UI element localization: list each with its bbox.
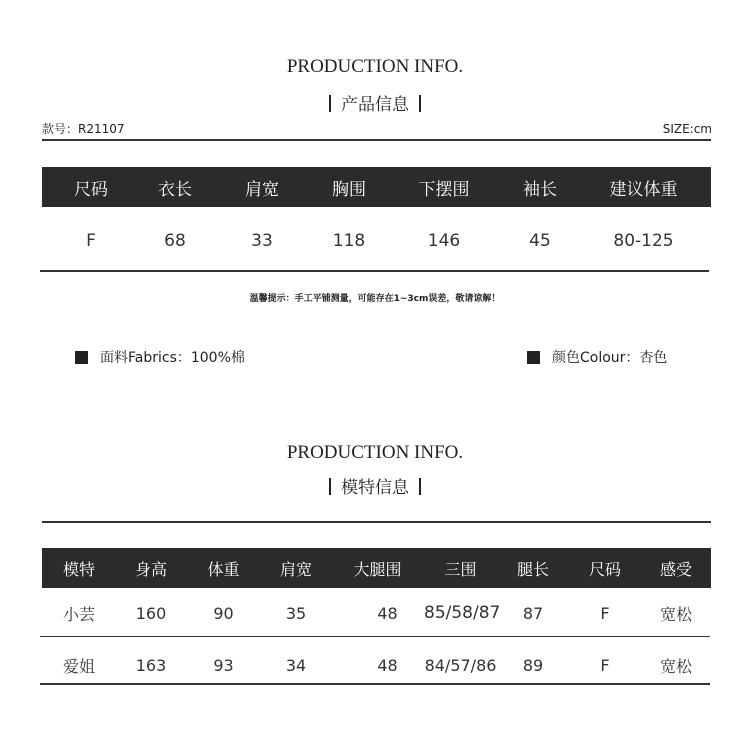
header-shoulder: 肩宽 — [245, 179, 279, 200]
cell-weight: 80-125 — [613, 231, 674, 251]
header-thigh: 大腿围 — [353, 559, 402, 579]
model-table-row — [42, 594, 711, 632]
cell-sleeve: 45 — [529, 231, 551, 251]
cell-leg-length: 87 — [522, 603, 544, 623]
model-cn-title: 模特信息 — [341, 478, 409, 498]
header-leg-length: 腿长 — [516, 559, 549, 579]
header-measurements: 三围 — [444, 559, 477, 579]
product-table-row — [42, 222, 711, 260]
model-table-header — [42, 548, 711, 588]
style-number: 款号：R21107 — [42, 122, 125, 136]
product-bottom-rule — [40, 270, 709, 272]
cell-fit: 宽松 — [659, 604, 692, 624]
cell-measurements: 85/58/87 — [424, 603, 501, 623]
color-text: 颜色Colour：杏色 — [552, 350, 668, 366]
header-weight: 建议体重 — [609, 179, 678, 200]
product-cn-title: 产品信息 — [341, 95, 409, 115]
cell-model: 小芸 — [62, 604, 95, 624]
cell-height: 160 — [135, 603, 167, 623]
measurement-note: 温馨提示：手工平铺测量，可能存在1~3cm误差，敬请谅解！ — [249, 294, 501, 304]
cell-shoulder: 35 — [285, 603, 307, 623]
product-en-title: PRODUCTION INFO. — [286, 56, 464, 77]
cell-hem: 146 — [427, 231, 461, 251]
header-body-weight: 体重 — [207, 559, 240, 579]
model-top-rule — [42, 521, 711, 523]
fabric-info — [75, 347, 245, 367]
header-shoulder: 肩宽 — [279, 559, 312, 579]
cell-size: F — [600, 603, 610, 623]
cell-size: F — [86, 231, 96, 251]
model-table-row — [42, 646, 711, 684]
header-hem: 下摆围 — [418, 179, 470, 200]
cell-height: 163 — [135, 655, 167, 675]
square-bullet-icon — [527, 351, 540, 364]
header-height: 身高 — [134, 559, 167, 579]
model-cn-title-wrap — [0, 473, 750, 498]
header-size: 尺码 — [74, 179, 108, 200]
cell-body-weight: 90 — [213, 603, 234, 623]
model-row-divider — [40, 636, 710, 637]
title-bar-left — [329, 95, 331, 112]
header-length: 衣长 — [158, 179, 192, 200]
title-bar-right — [419, 478, 421, 495]
header-size: 尺码 — [588, 559, 621, 579]
product-table-header — [42, 167, 711, 207]
cell-thigh: 48 — [377, 603, 398, 623]
header-model: 模特 — [62, 559, 95, 579]
fabric-text: 面料Fabrics：100%棉 — [100, 350, 245, 366]
header-sleeve: 袖长 — [523, 179, 557, 200]
cell-measurements: 84/57/86 — [424, 655, 497, 675]
header-fit: 感受 — [659, 559, 692, 579]
cell-chest: 118 — [332, 231, 366, 251]
cell-thigh: 48 — [377, 655, 398, 675]
cell-fit: 宽松 — [659, 656, 692, 676]
color-info — [527, 347, 667, 367]
cell-body-weight: 93 — [213, 655, 234, 675]
title-bar-left — [329, 478, 331, 495]
cell-leg-length: 89 — [522, 655, 544, 675]
square-bullet-icon — [75, 351, 88, 364]
model-en-title: PRODUCTION INFO. — [286, 442, 464, 463]
cell-shoulder: 33 — [251, 231, 273, 251]
cell-size: F — [600, 655, 610, 675]
product-top-rule — [42, 139, 711, 141]
title-bar-right — [419, 95, 421, 112]
model-bottom-rule — [40, 683, 710, 685]
size-unit: SIZE:cm — [662, 122, 712, 136]
cell-model: 爱姐 — [62, 656, 95, 676]
product-cn-title-wrap — [0, 90, 750, 115]
header-chest: 胸围 — [332, 179, 366, 200]
cell-length: 68 — [164, 231, 186, 251]
cell-shoulder: 34 — [285, 655, 307, 675]
